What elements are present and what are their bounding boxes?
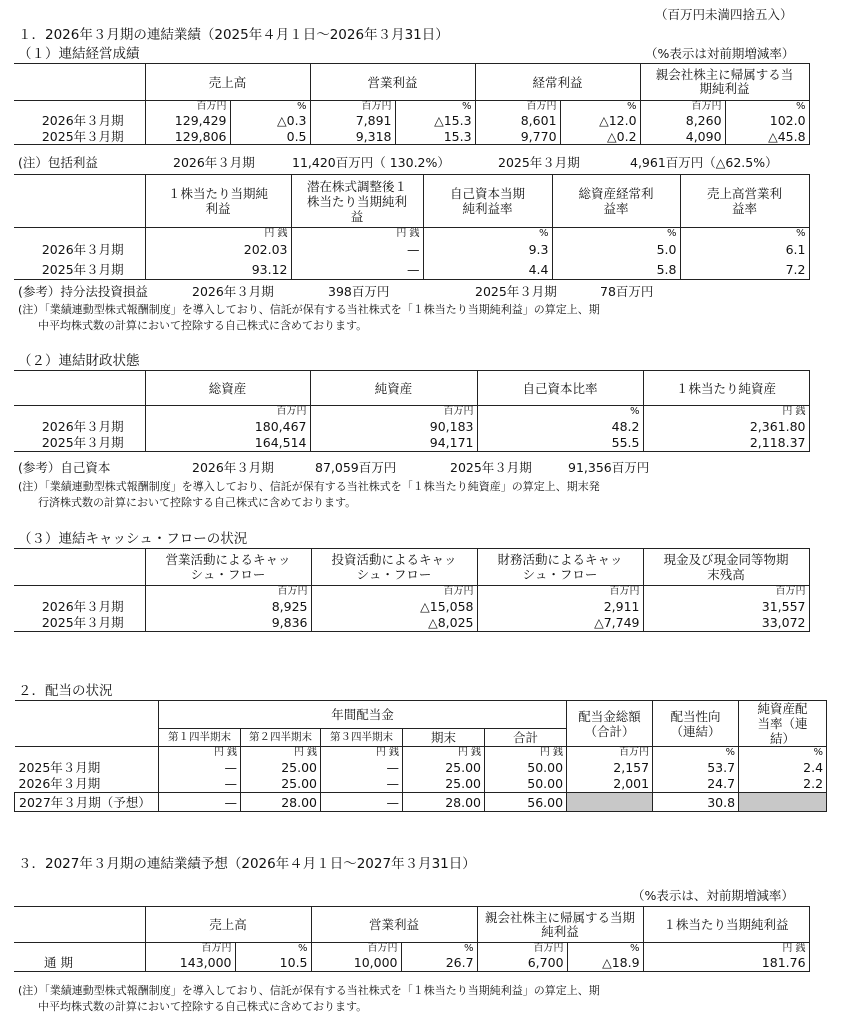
cell: 181.76: [643, 955, 809, 972]
cell: 8,260: [640, 113, 725, 129]
cell: 2,361.80: [643, 418, 809, 435]
header-operating-margin: 売上高営業利益率: [680, 175, 809, 228]
cell: 9,770: [475, 129, 560, 145]
cell: 9,318: [310, 129, 395, 145]
unit: 円 銭: [643, 406, 809, 418]
header-annual-dividend: 年間配当金: [159, 701, 567, 729]
cell: —: [321, 776, 403, 793]
comprehensive-income-label: (注）包括利益: [18, 155, 98, 170]
row-label: 通 期: [14, 955, 145, 972]
equity-capital-label: (参考）自己資本: [18, 460, 111, 475]
unit: %: [423, 228, 552, 240]
row-label: 2026年３月期: [14, 598, 145, 615]
cell: 26.7: [401, 955, 477, 972]
unit: %: [477, 406, 643, 418]
header-bps: １株当たり純資産: [643, 371, 809, 406]
table-row: [14, 598, 809, 615]
header-doe: 純資産配当率（連結）: [739, 701, 827, 747]
header-roa: 総資産経常利益率: [552, 175, 680, 228]
cell: 6.1: [680, 240, 809, 260]
cell: 164,514: [145, 435, 310, 452]
row-label: 2025年３月期: [14, 615, 145, 632]
unit: 百万円: [145, 101, 230, 113]
header-net-income-parent: 親会社株主に帰属する当期純利益: [640, 64, 809, 101]
eps-note-line-1: (注）「業績連動型株式報酬制度」を導入しており、信託が保有する当社株式を「１株当たり当期純利益」の算定上、期: [18, 303, 600, 316]
cell: 129,806: [145, 129, 230, 145]
rounding-note: （百万円未満四捨五入）: [655, 7, 793, 22]
unit: 百万円: [567, 747, 653, 759]
equity-method-period-1: 2026年３月期: [192, 284, 274, 299]
comprehensive-income-period-1: 2026年３月期: [173, 155, 255, 170]
cell: 55.5: [477, 435, 643, 452]
table-row: [15, 793, 827, 812]
dividends-table: [14, 700, 827, 812]
operating-results-table: [14, 63, 810, 145]
row-label: 2027年３月期（予想）: [15, 793, 159, 812]
cell: △15,058: [311, 598, 477, 615]
cell: 10,000: [311, 955, 401, 972]
cell: 24.7: [653, 776, 739, 793]
cell: 7.2: [680, 260, 809, 280]
header-q3: 第３四半期末: [321, 729, 403, 747]
header-payout-ratio: 配当性向（連結）: [653, 701, 739, 747]
unit: 円 銭: [241, 747, 321, 759]
header-operating-profit: 営業利益: [311, 907, 477, 943]
row-label: 2025年３月期: [14, 260, 145, 280]
equity-capital-value-1: 87,059百万円: [315, 460, 397, 475]
header-diluted-eps: 潜在株式調整後１株当たり当期純利益: [291, 175, 423, 228]
cell: 93.12: [145, 260, 291, 280]
row-label: 2026年３月期: [15, 776, 159, 793]
cell: 6,700: [477, 955, 567, 972]
unit: 百万円: [310, 101, 395, 113]
unit: %: [680, 228, 809, 240]
cash-flow-table: [14, 548, 810, 632]
equity-capital-period-2: 2025年３月期: [450, 460, 532, 475]
unit: 円 銭: [321, 747, 403, 759]
header-roe: 自己資本当期純利益率: [423, 175, 552, 228]
cell: 25.00: [241, 759, 321, 776]
cell: 50.00: [485, 759, 567, 776]
cell: 5.8: [552, 260, 680, 280]
row-label: 2025年３月期: [14, 129, 145, 145]
table-row: [15, 776, 827, 793]
unit: %: [401, 943, 477, 955]
header-equity-ratio: 自己資本比率: [477, 371, 643, 406]
unit: %: [395, 101, 475, 113]
cell: 33,072: [643, 615, 809, 632]
section-2-title: ２．配当の状況: [18, 683, 113, 699]
unit: 円 銭: [291, 228, 423, 240]
cell: 25.00: [403, 776, 485, 793]
cell: 25.00: [241, 776, 321, 793]
cell: 202.03: [145, 240, 291, 260]
table-row: [15, 759, 827, 776]
header-operating-profit: 営業利益: [310, 64, 475, 101]
cell: —: [159, 776, 241, 793]
cell: —: [321, 759, 403, 776]
cell: 2.4: [739, 759, 827, 776]
cell: —: [159, 759, 241, 776]
change-rate-note: （%表示は対前期増減率）: [645, 46, 795, 61]
header-net-income-parent: 親会社株主に帰属する当期純利益: [477, 907, 643, 943]
cell: 9,836: [145, 615, 311, 632]
cell: —: [321, 793, 403, 812]
unit: 円 銭: [145, 228, 291, 240]
unit: 百万円: [145, 406, 310, 418]
forecast-note-line-1: (注）「業績連動型株式報酬制度」を導入しており、信託が保有する当社株式を「１株当たり当期純利益」の算定上、期: [18, 984, 600, 997]
header-total-assets: 総資産: [145, 371, 310, 406]
per-share-ratios-table: [14, 174, 810, 280]
equity-method-label: (参考）持分法投資損益: [18, 284, 148, 299]
cell: 0.5: [230, 129, 310, 145]
header-net-assets: 純資産: [310, 371, 477, 406]
header-net-sales: 売上高: [145, 64, 310, 101]
cell: 2,001: [567, 776, 653, 793]
cell: 10.5: [235, 955, 311, 972]
cell: △8,025: [311, 615, 477, 632]
header-q2: 第２四半期末: [241, 729, 321, 747]
unit: %: [725, 101, 809, 113]
cell: 9.3: [423, 240, 552, 260]
section-1-3-title: （３）連結キャッシュ・フローの状況: [18, 531, 248, 547]
cell: 4.4: [423, 260, 552, 280]
equity-capital-period-1: 2026年３月期: [192, 460, 274, 475]
unit: %: [739, 747, 827, 759]
table-row: [14, 435, 809, 452]
header-eps: １株当たり当期純利益: [145, 175, 291, 228]
table-row: [14, 113, 809, 129]
table-row: [14, 129, 809, 145]
shaded-cell: [567, 793, 653, 812]
comprehensive-income-value-2: 4,961百万円（△62.5%）: [630, 155, 778, 170]
cell: 2,911: [477, 598, 643, 615]
cell: 25.00: [403, 759, 485, 776]
eps-note-line-2: 中平均株式数の計算において控除する自己株式に含めております。: [38, 319, 368, 332]
unit: 百万円: [145, 943, 235, 955]
cell: 30.8: [653, 793, 739, 812]
cell: 129,429: [145, 113, 230, 129]
unit: 百万円: [643, 586, 809, 598]
cell: 2,118.37: [643, 435, 809, 452]
section-1-title: １．2026年３月期の連結業績（2025年４月１日～2026年３月31日）: [18, 27, 449, 43]
unit: 百万円: [311, 586, 477, 598]
cell: 28.00: [403, 793, 485, 812]
section-1-2-title: （２）連結財政状態: [18, 353, 140, 369]
equity-method-value-1: 398百万円: [328, 284, 390, 299]
cell: 102.0: [725, 113, 809, 129]
cell: 8,601: [475, 113, 560, 129]
unit: 円 銭: [159, 747, 241, 759]
header-ordinary-profit: 経常利益: [475, 64, 640, 101]
row-label: 2025年３月期: [15, 759, 159, 776]
unit: 百万円: [477, 586, 643, 598]
financial-position-table: [14, 370, 810, 452]
unit: %: [560, 101, 640, 113]
section-1-1-title: （１）連結経営成績: [18, 46, 140, 62]
table-row: [14, 260, 809, 280]
table-row: [14, 615, 809, 632]
cell: △7,749: [477, 615, 643, 632]
cell: △15.3: [395, 113, 475, 129]
cell: △12.0: [560, 113, 640, 129]
forecast-table: [14, 906, 810, 972]
header-q1: 第１四半期末: [159, 729, 241, 747]
cell: 143,000: [145, 955, 235, 972]
unit: 百万円: [311, 943, 401, 955]
row-label: 2026年３月期: [14, 113, 145, 129]
unit: %: [235, 943, 311, 955]
cell: 50.00: [485, 776, 567, 793]
cell: 8,925: [145, 598, 311, 615]
unit: %: [567, 943, 643, 955]
forecast-note-line-2: 中平均株式数の計算において控除する自己株式に含めております。: [38, 1000, 368, 1013]
unit: 円 銭: [643, 943, 809, 955]
comprehensive-income-period-2: 2025年３月期: [498, 155, 580, 170]
cell: △18.9: [567, 955, 643, 972]
unit: 百万円: [310, 406, 477, 418]
row-label: 2026年３月期: [14, 240, 145, 260]
cell: 90,183: [310, 418, 477, 435]
cell: 2.2: [739, 776, 827, 793]
cell: 2,157: [567, 759, 653, 776]
header-cash-balance: 現金及び現金同等物期末残高: [643, 549, 809, 586]
cell: —: [291, 260, 423, 280]
header-eps: １株当たり当期純利益: [643, 907, 809, 943]
cell: 94,171: [310, 435, 477, 452]
cell: 5.0: [552, 240, 680, 260]
forecast-change-note: （%表示は、対前期増減率）: [632, 888, 794, 903]
header-year-end: 期末: [403, 729, 485, 747]
header-net-sales: 売上高: [145, 907, 311, 943]
unit: %: [552, 228, 680, 240]
comprehensive-income-value-1: 11,420百万円（ 130.2%）: [292, 155, 450, 170]
shaded-cell: [739, 793, 827, 812]
bps-note-line-2: 行済株式数の計算において控除する自己株式に含めております。: [38, 496, 357, 509]
cell: △0.2: [560, 129, 640, 145]
cell: —: [159, 793, 241, 812]
cell: 15.3: [395, 129, 475, 145]
equity-method-period-2: 2025年３月期: [475, 284, 557, 299]
unit: 百万円: [475, 101, 560, 113]
header-financing-cf: 財務活動によるキャッシュ・フロー: [477, 549, 643, 586]
cell: 31,557: [643, 598, 809, 615]
header-investing-cf: 投資活動によるキャッシュ・フロー: [311, 549, 477, 586]
unit: %: [653, 747, 739, 759]
unit: %: [230, 101, 310, 113]
unit: 百万円: [477, 943, 567, 955]
unit: 百万円: [640, 101, 725, 113]
cell: 56.00: [485, 793, 567, 812]
cell: 7,891: [310, 113, 395, 129]
section-3-title: ３．2027年３月期の連結業績予想（2026年４月１日～2027年３月31日）: [18, 856, 476, 872]
unit: 円 銭: [485, 747, 567, 759]
cell: —: [291, 240, 423, 260]
cell: 4,090: [640, 129, 725, 145]
equity-method-value-2: 78百万円: [600, 284, 654, 299]
cell: 28.00: [241, 793, 321, 812]
cell: △0.3: [230, 113, 310, 129]
table-row: [14, 240, 809, 260]
cell: 48.2: [477, 418, 643, 435]
header-total: 合計: [485, 729, 567, 747]
row-label: 2025年３月期: [14, 435, 145, 452]
bps-note-line-1: (注）「業績連動型株式報酬制度」を導入しており、信託が保有する当社株式を「１株当たり純資産」の算定上、期末発: [18, 480, 600, 493]
cell: △45.8: [725, 129, 809, 145]
cell: 53.7: [653, 759, 739, 776]
equity-capital-value-2: 91,356百万円: [568, 460, 650, 475]
unit: 百万円: [145, 586, 311, 598]
unit: 円 銭: [403, 747, 485, 759]
header-operating-cf: 営業活動によるキャッシュ・フロー: [145, 549, 311, 586]
row-label: 2026年３月期: [14, 418, 145, 435]
table-row: [14, 955, 809, 972]
table-row: [14, 418, 809, 435]
header-total-dividend: 配当金総額（合計）: [567, 701, 653, 747]
cell: 180,467: [145, 418, 310, 435]
